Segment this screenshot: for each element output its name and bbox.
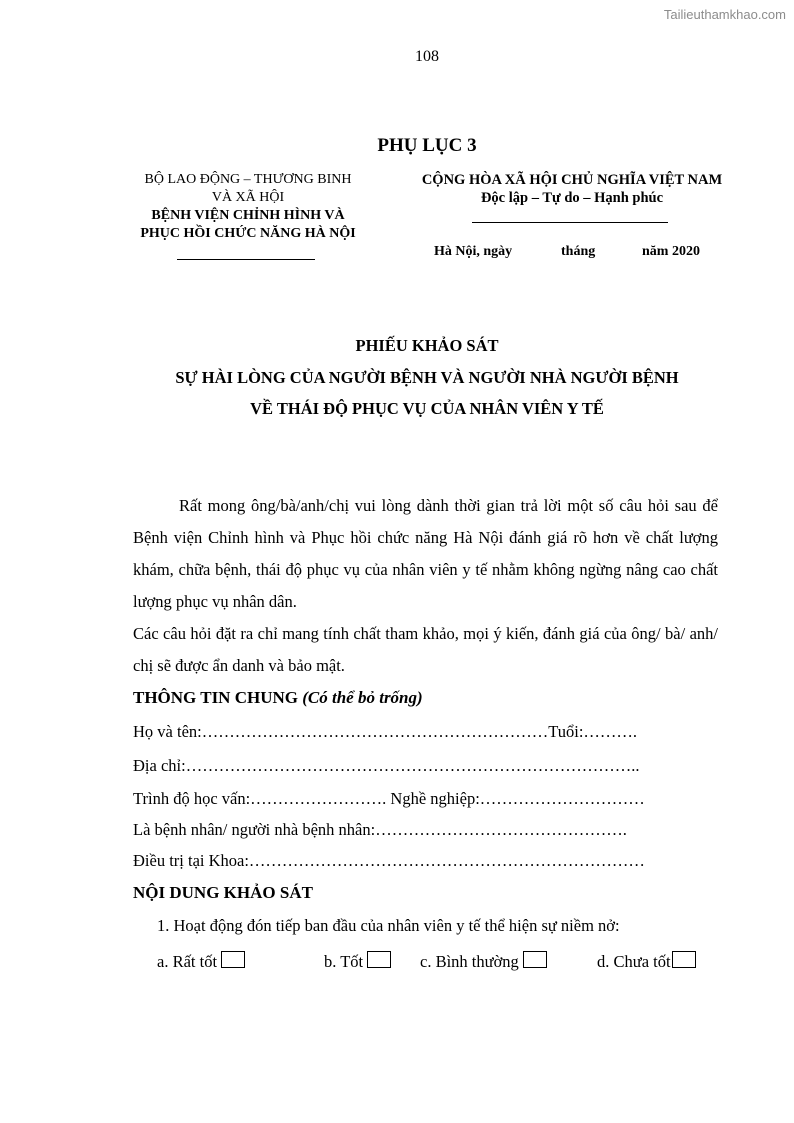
option-a-label: a. Rất tốt <box>157 952 218 971</box>
general-info-heading-note: (Có thể bỏ trống) <box>302 688 423 707</box>
survey-title-line-3: VỀ THÁI ĐỘ PHỤC VỤ CỦA NHÂN VIÊN Y TẾ <box>250 399 604 418</box>
appendix-title: PHỤ LỤC 3 <box>377 135 477 156</box>
page-number: 108 <box>415 48 439 65</box>
hospital-line-2: PHỤC HỒI CHỨC NĂNG HÀ NỘI <box>140 226 356 241</box>
survey-title-line-1: PHIẾU KHẢO SÁT <box>355 336 499 355</box>
education-occupation-field[interactable]: Trình độ học vấn:……………………. Nghề nghiệp:………………………… <box>133 789 645 808</box>
option-c[interactable] <box>420 951 547 972</box>
option-b[interactable] <box>324 951 391 972</box>
address-field[interactable]: Địa chỉ:……………………………………………………………………….. <box>133 756 640 775</box>
date-year: năm 2020 <box>642 244 700 259</box>
national-header <box>398 171 746 207</box>
option-b-checkbox[interactable] <box>367 951 391 968</box>
intro-paragraph-2: Các câu hỏi đặt ra chỉ mang tính chất tham khảo, mọi ý kiến, đánh giá của ông/ bà/ anh/ chị sẽ được ẩn danh và bảo mật. <box>133 624 718 675</box>
intro-text <box>133 490 718 682</box>
date-month: tháng <box>561 244 596 259</box>
intro-paragraph-1: Rất mong ông/bà/anh/chị vui lòng dành thời gian trả lời một số câu hỏi sau để Bệnh viện Chỉnh hình và Phục hồi chức năng Hà Nội đánh giá rõ hơn về chất lượng khám, chữa bệnh, thái độ phục vụ của nhân viên y tế nhằm không ngừng nâng cao chất lượng phục vụ nhân dân. <box>133 496 718 611</box>
ministry-header <box>117 171 379 243</box>
name-age-field[interactable]: Họ và tên:………………………………………………………Tuổi:………. <box>133 722 638 741</box>
survey-content-heading: NỘI DUNG KHẢO SÁT <box>133 883 313 902</box>
right-header-divider <box>472 222 668 223</box>
watermark: Tailieuthamkhao.com <box>663 7 786 22</box>
general-info-heading <box>133 688 423 708</box>
department-field[interactable]: Điều trị tại Khoa:……………………………………………………………… <box>133 851 645 870</box>
survey-title-line-2: SỰ HÀI LÒNG CỦA NGƯỜI BỆNH VÀ NGƯỜI NHÀ NGƯỜI BỆNH <box>175 368 679 387</box>
ministry-line-1: BỘ LAO ĐỘNG – THƯƠNG BINH <box>144 172 352 187</box>
option-c-checkbox[interactable] <box>523 951 547 968</box>
ministry-line-2: VÀ XÃ HỘI <box>211 190 285 205</box>
left-header-divider <box>177 259 315 260</box>
patient-relation-field[interactable]: Là bệnh nhân/ người nhà bệnh nhân:………………………………………. <box>133 820 627 839</box>
option-b-label: b. Tốt <box>324 952 364 971</box>
national-motto: Độc lập – Tự do – Hạnh phúc <box>480 190 664 206</box>
general-info-heading-text: THÔNG TIN CHUNG <box>133 688 298 707</box>
question-1: 1. Hoạt động đón tiếp ban đầu của nhân viên y tế thể hiện sự niềm nở: <box>157 916 620 935</box>
option-a-checkbox[interactable] <box>221 951 245 968</box>
option-d-checkbox[interactable] <box>672 951 696 968</box>
option-d[interactable] <box>597 951 696 972</box>
option-c-label: c. Bình thường <box>420 952 519 971</box>
date-place: Hà Nội, ngày <box>434 244 513 259</box>
hospital-line-1: BỆNH VIỆN CHỈNH HÌNH VÀ <box>151 208 345 223</box>
national-title: CỘNG HÒA XÃ HỘI CHỦ NGHĨA VIỆT NAM <box>421 172 723 188</box>
option-d-label: d. Chưa tốt <box>597 952 671 971</box>
option-a[interactable] <box>157 951 245 972</box>
